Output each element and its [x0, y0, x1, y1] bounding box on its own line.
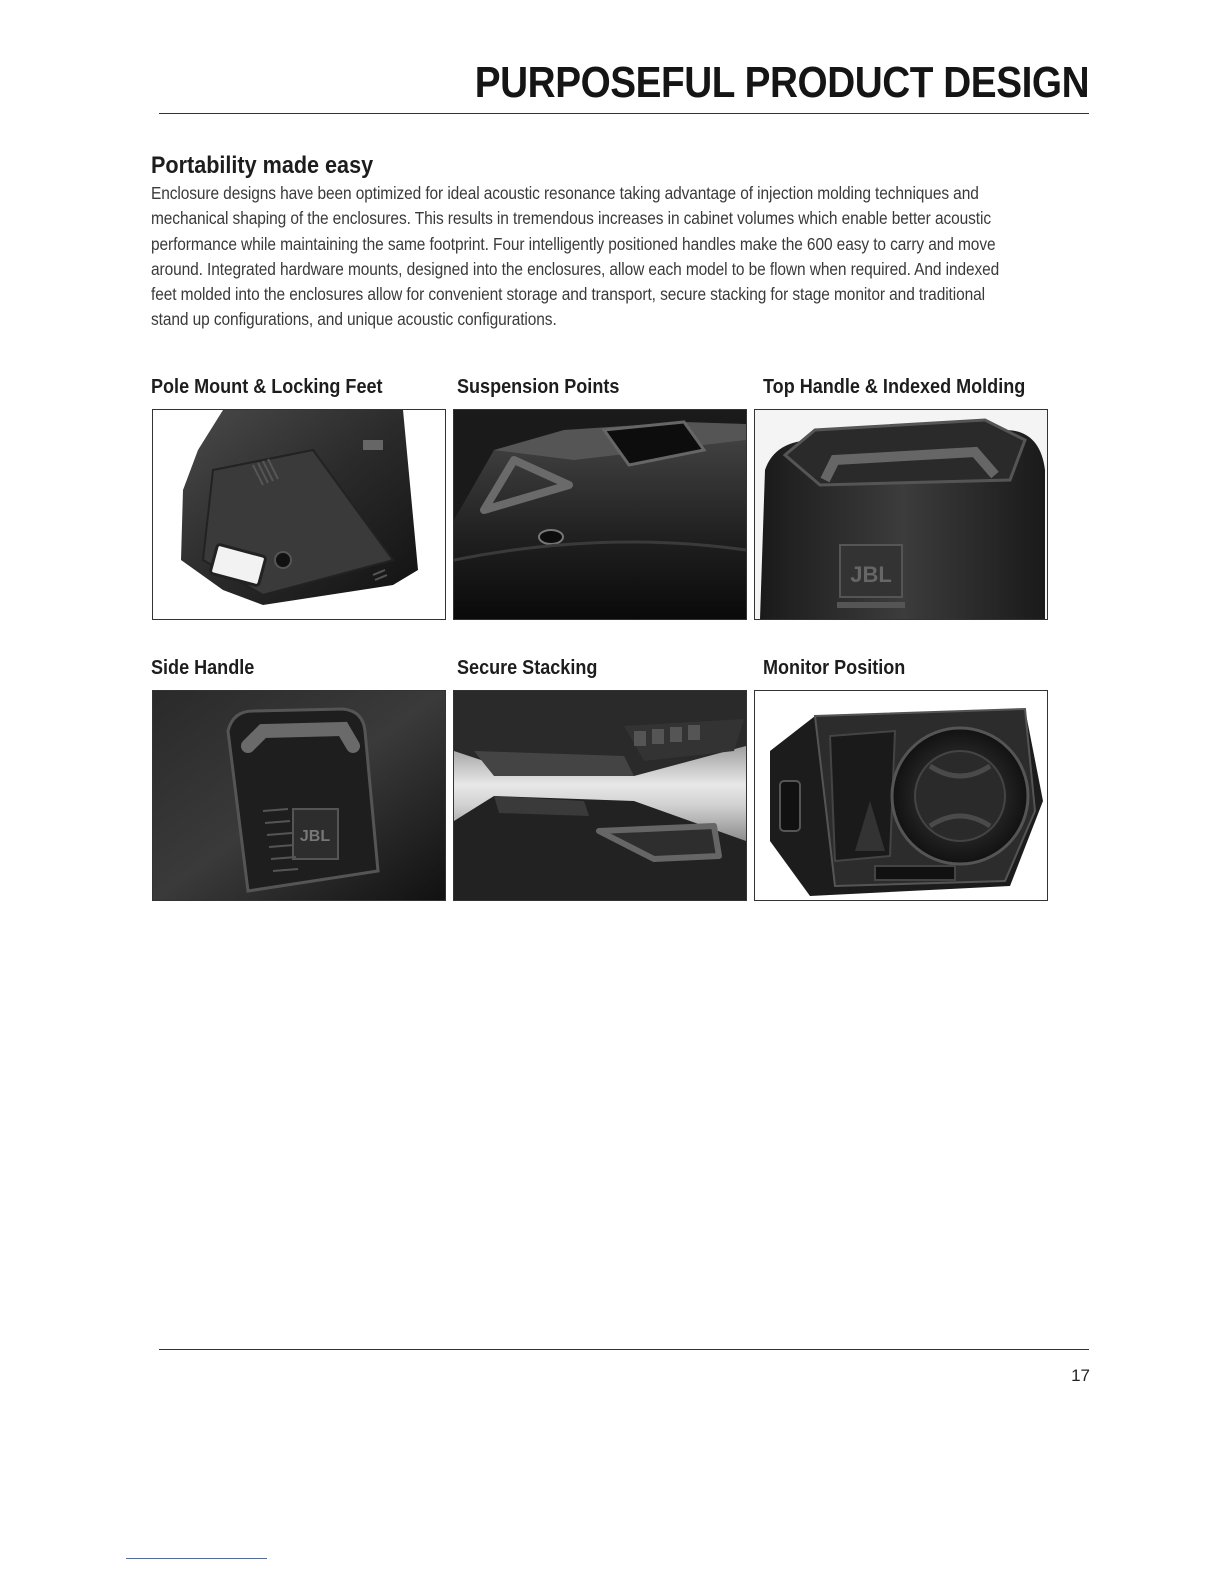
monitor-position-photo	[754, 690, 1048, 901]
side-handle-logo: JBL	[299, 828, 331, 845]
page-number: 17	[1071, 1366, 1090, 1385]
pole-mount-photo	[152, 409, 446, 620]
feature-label: Secure Stacking	[457, 656, 598, 679]
page-title: PURPOSEFUL PRODUCT DESIGN	[474, 58, 1089, 107]
side-handle-photo	[152, 690, 446, 901]
feature-label: Suspension Points	[457, 375, 620, 398]
footnote-separator	[126, 1558, 267, 1559]
feature-label: Monitor Position	[763, 656, 906, 679]
section-body: Enclosure designs have been optimized for ideal acoustic resonance taking advantage of injection molding techniques and mechanical shaping of the enclosures. This results in tremendous increases in cabinet volumes which enable better acoustic performance while maintaining the same footprint. Four intelligently positioned handles make the 600 easy to carry and move around. Integrated hardware mounts, designed into the enclosures, allow each model to be flown when required. And indexed feet molded into the enclosures allow for convenient storage and transport, secure stacking for stage monitor and traditional stand up configurations, and unique acoustic configurations.	[151, 183, 1000, 330]
header-rule	[159, 113, 1089, 114]
top-handle-photo	[754, 409, 1048, 620]
top-handle-logo: JBL	[850, 562, 892, 587]
suspension-points-photo	[453, 409, 747, 620]
feature-label: Top Handle & Indexed Molding	[763, 375, 1026, 398]
secure-stacking-photo	[453, 690, 747, 901]
feature-label: Side Handle	[151, 656, 255, 679]
footer-rule	[159, 1349, 1089, 1350]
feature-label: Pole Mount & Locking Feet	[151, 375, 383, 398]
section-heading: Portability made easy	[151, 152, 374, 179]
